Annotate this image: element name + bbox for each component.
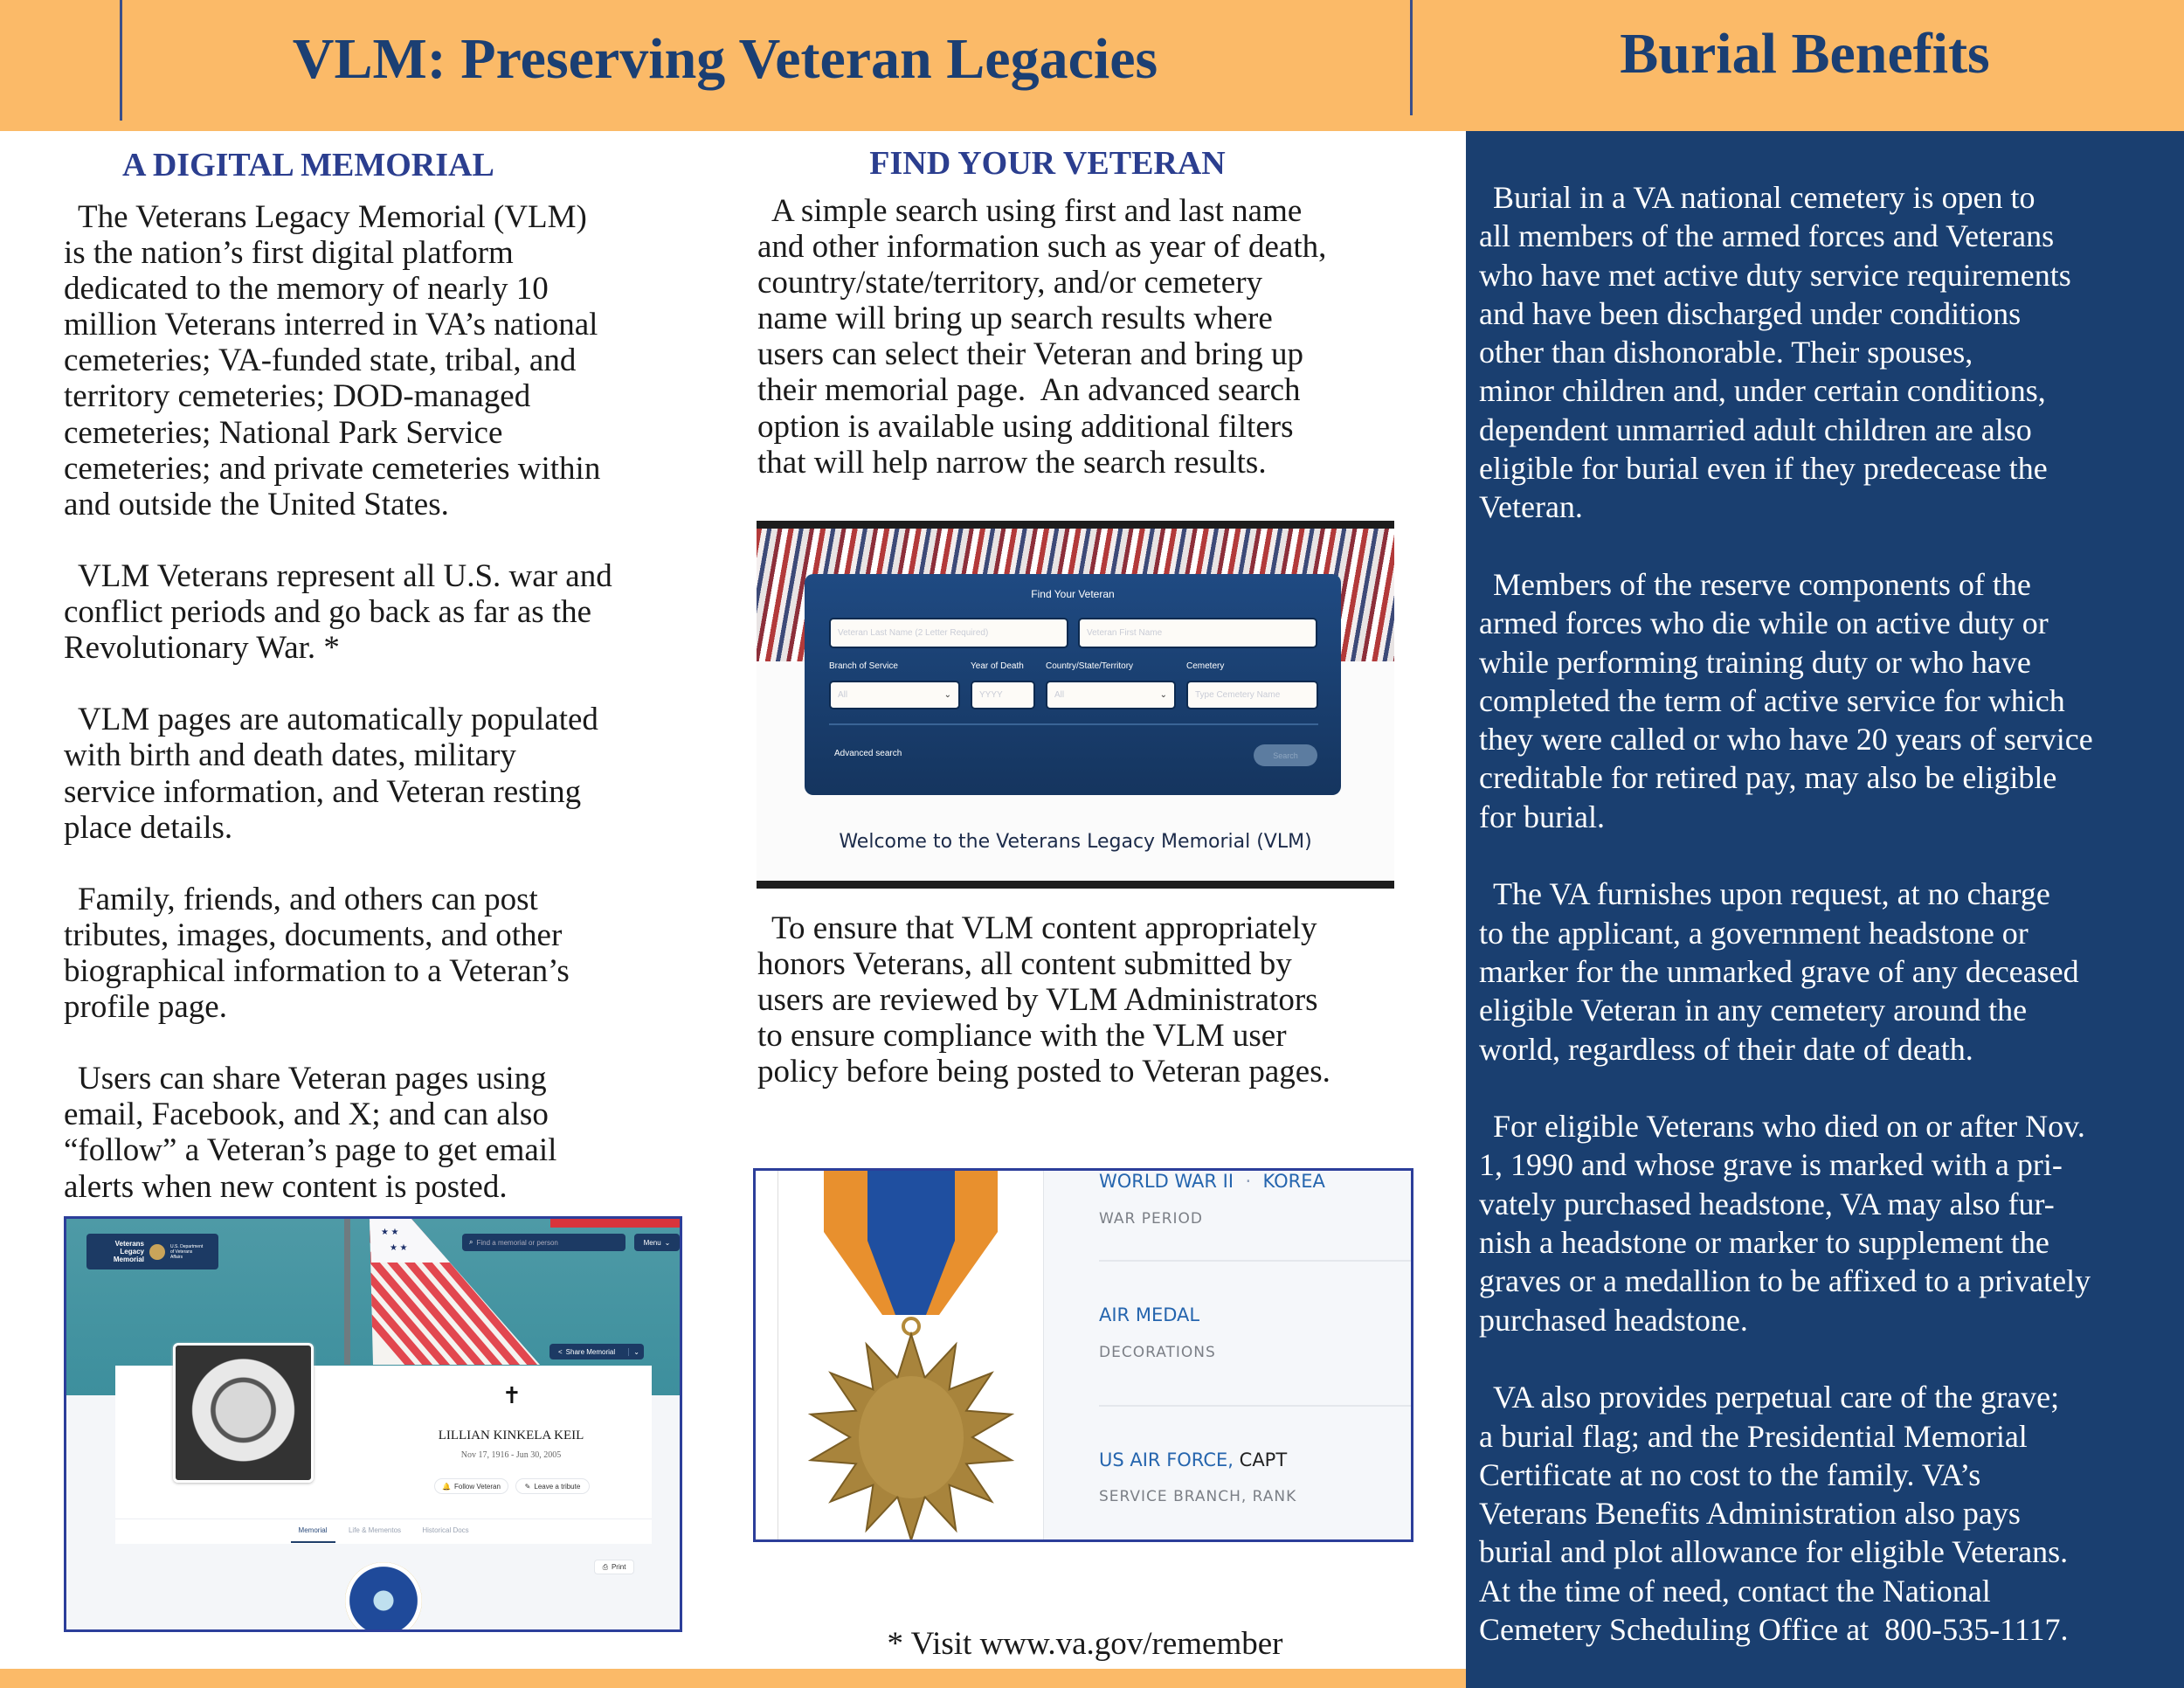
crisis-line-banner[interactable]: [550, 1219, 682, 1228]
war-period-caption: WAR PERIOD: [1099, 1210, 1204, 1228]
medal-details-screenshot: [753, 1168, 1413, 1542]
placeholder: Find a memorial or person: [476, 1238, 558, 1247]
follow-veteran-button[interactable]: [434, 1478, 508, 1494]
placeholder: Veteran Last Name (2 Letter Required): [838, 628, 989, 638]
logo-text: Veterans Legacy Memorial: [113, 1240, 144, 1263]
section-heading-digital-memorial: A DIGITAL MEMORIAL: [122, 147, 494, 183]
print-button[interactable]: [594, 1560, 634, 1574]
tab-memorial[interactable]: Memorial: [298, 1526, 328, 1534]
svg-text:★ ★: ★ ★: [381, 1228, 399, 1237]
follow-label: Follow Veteran: [454, 1482, 501, 1491]
share-icon: <: [558, 1347, 563, 1356]
veteran-photo: [173, 1343, 314, 1483]
veteran-dates: Nov 17, 1916 - Jun 30, 2005: [460, 1450, 562, 1460]
search-form-screenshot: [757, 521, 1394, 889]
print-label: Print: [611, 1563, 626, 1571]
veteran-name: LILLIAN KINKELA KEIL: [438, 1429, 584, 1442]
war-period-1: WORLD WAR II: [1099, 1171, 1234, 1192]
memorial-page-screenshot: [64, 1216, 682, 1632]
label-branch: Branch of Service: [829, 661, 898, 671]
vlm-logo[interactable]: [86, 1234, 218, 1269]
memorial-search-input[interactable]: [462, 1234, 625, 1251]
paragraph: The VA furnishes upon request, at no charge to the applicant, a government headstone or marker for the unmarked grave of any deceased eligible Veteran in any cemetery around the world, regardless of their date of death.: [1479, 876, 2079, 1067]
tribute-label: Leave a tribute: [534, 1482, 581, 1491]
divider: [120, 0, 122, 121]
medal-icon: [756, 1171, 1044, 1542]
search-icon: ⌕: [469, 1238, 473, 1246]
decoration-caption: DECORATIONS: [1099, 1344, 1216, 1361]
header-banner: [0, 0, 2184, 131]
last-name-input[interactable]: [829, 618, 1068, 648]
welcome-text: Welcome to the Veterans Legacy Memorial (VLM): [839, 831, 1312, 853]
footer-bar: [0, 1669, 1466, 1688]
tab-life-mementos[interactable]: Life & Mementos: [348, 1526, 402, 1534]
chevron-down-icon: ⌄: [943, 690, 951, 700]
cemetery-input[interactable]: [1186, 681, 1318, 709]
paragraph: VLM pages are automatically populated with birth and death dates, military service information, and Veteran resting place details.: [64, 702, 598, 846]
branch-rank-caption: SERVICE BRANCH, RANK: [1099, 1488, 1297, 1505]
paragraph: VLM Veterans represent all U.S. war and conflict periods and go back as far as the Revolutionary War. *: [64, 557, 612, 667]
active-tab-indicator: [291, 1541, 335, 1543]
label-country: Country/State/Territory: [1046, 661, 1134, 671]
paragraph: Users can share Veteran pages using email, Facebook, and X; and can also “follow” a Veteran’s page to get email alerts when new content is posted.: [64, 1061, 557, 1205]
divider: [757, 521, 1394, 529]
leave-tribute-button[interactable]: [515, 1478, 590, 1494]
divider: [1099, 1405, 1413, 1407]
placeholder: YYYY: [979, 690, 1003, 700]
search-button[interactable]: [1254, 744, 1317, 766]
separator: ·: [1245, 1171, 1252, 1192]
chevron-down-icon: ⌄: [628, 1348, 644, 1356]
paragraph: VA also provides perpetual care of the grave; a burial flag; and the Presidential Memorial Certificate at no cost to the family. VA’s Veterans Benefits Administration also pays burial and plot allowance for eligible Veterans. At the time of need, contact the National Cemetery Scheduling Office at 800-535-1117.: [1479, 1380, 2069, 1647]
digital-memorial-text: [64, 199, 612, 1205]
divider: [829, 723, 1318, 725]
content-review-text: [757, 910, 1330, 1090]
paragraph: The Veterans Legacy Memorial (VLM) is the nation’s first digital platform dedicated to the memory of nearly 10 million Veterans interred in VA’s national cemeteries; VA-funded state, tribal, and territory cemeteries; DOD-managed cemeteries; National Park Service cemeteries; and private cemeteries within and outside the United States.: [64, 199, 601, 522]
share-memorial-button[interactable]: [549, 1344, 644, 1359]
select-value: All: [1054, 690, 1065, 700]
air-force-seal-icon: [345, 1562, 422, 1632]
first-name-input[interactable]: [1078, 618, 1317, 648]
burial-benefits-title: Burial Benefits: [1620, 22, 1990, 86]
divider: [757, 881, 1394, 889]
label-cemetery: Cemetery: [1186, 661, 1225, 671]
va-seal-icon: [149, 1244, 165, 1260]
placeholder: Type Cemetery Name: [1195, 690, 1281, 700]
war-period-value: [1099, 1171, 1325, 1192]
label-year: Year of Death: [971, 661, 1024, 671]
paragraph: A simple search using first and last name and other information such as year of death, country/state/territory, and/or cemetery name will bring up search results where users can select their Veteran and bring up their memorial page. An advanced search option is available using additional filters that will help narrow the search results.: [757, 193, 1327, 481]
printer-icon: ⎙: [602, 1562, 608, 1571]
divider: [1099, 1260, 1413, 1262]
branch: US AIR FORCE,: [1099, 1449, 1234, 1470]
branch-rank-value: [1099, 1449, 1287, 1470]
paragraph: Family, friends, and others can post tributes, images, documents, and other biographical information to a Veteran’s profile page.: [64, 881, 570, 1026]
pencil-icon: ✎: [524, 1482, 531, 1491]
menu-button[interactable]: [634, 1234, 680, 1251]
menu-label: Menu: [643, 1238, 661, 1247]
share-label: Share Memorial: [565, 1347, 616, 1356]
paragraph: Members of the reserve components of the armed forces who die while on active duty or while performing training duty or who have completed the term of active service for which they were called or who have 20 years of service creditable for retired pay, may also be eligible for burial.: [1479, 566, 2093, 834]
paragraph: For eligible Veterans who died on or after Nov. 1, 1990 and whose grave is marked with a pri- vately purchased headstone, VA may also fur- nish a headstone or marker to supplement the graves or a medallion to be affixed to a privately purchased headstone.: [1479, 1109, 2091, 1338]
war-period-2: KOREA: [1262, 1171, 1325, 1192]
branch-select[interactable]: [829, 681, 960, 709]
paragraph: To ensure that VLM content appropriately honors Veterans, all content submitted by users are reviewed by VLM Administrators to ensure compliance with the VLM user policy before being posted to Veteran pages.: [757, 910, 1330, 1090]
tab-historical-docs[interactable]: Historical Docs: [422, 1526, 469, 1534]
find-veteran-panel: [805, 574, 1341, 795]
advanced-search-link[interactable]: Advanced search: [834, 749, 902, 758]
chevron-down-icon: ⌄: [664, 1238, 671, 1247]
search-button-label: Search: [1273, 751, 1298, 760]
svg-text:★ ★: ★ ★: [390, 1243, 408, 1253]
placeholder: Veteran First Name: [1087, 628, 1163, 638]
select-value: All: [838, 690, 848, 700]
find-veteran-title: Find Your Veteran: [1031, 588, 1115, 600]
air-medal-image: [756, 1171, 1044, 1542]
va-text: U.S. Department of Veterans Affairs: [170, 1243, 204, 1260]
divider: [1410, 0, 1413, 115]
bell-icon: 🔔: [442, 1482, 452, 1491]
burial-benefits-text: [1479, 178, 2093, 1649]
rank: CAPT: [1239, 1449, 1288, 1470]
section-heading-find-veteran: FIND YOUR VETERAN: [869, 145, 1226, 182]
footnote-link: * Visit www.va.gov/remember: [887, 1626, 1283, 1662]
country-select[interactable]: [1046, 681, 1176, 709]
year-input[interactable]: [971, 681, 1035, 709]
cross-icon: ✝: [502, 1383, 522, 1409]
page-title: VLM: Preserving Veteran Legacies: [292, 27, 1158, 91]
paragraph: Burial in a VA national cemetery is open to all members of the armed forces and Veterans who have met active duty service requirements and have been discharged under conditions other than dishonorable. Their spouses, minor children and, under certain conditions, dependent unmarried adult children are also eligible for burial even if they predecease the Veteran.: [1479, 180, 2071, 525]
find-veteran-text: [757, 193, 1326, 481]
chevron-down-icon: ⌄: [1159, 690, 1167, 700]
burial-benefits-panel: [1466, 131, 2184, 1688]
decoration-value: AIR MEDAL: [1099, 1304, 1200, 1325]
